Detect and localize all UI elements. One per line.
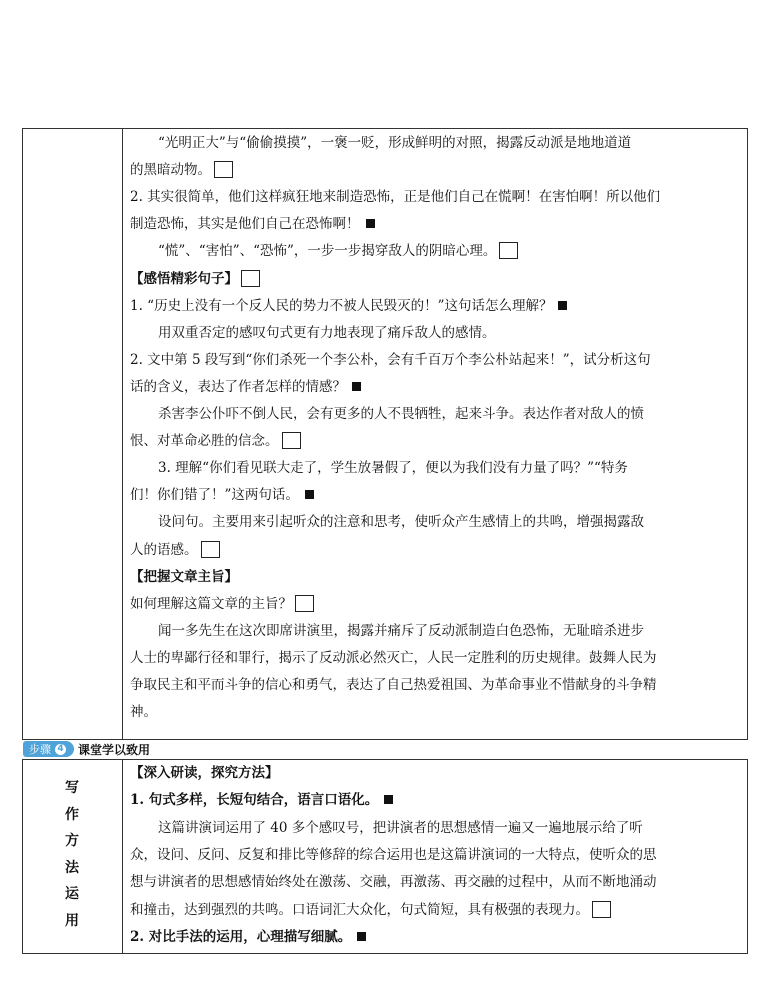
black-square-icon	[384, 795, 393, 804]
side-label-char: 写	[65, 780, 79, 796]
side-label-char: 用	[65, 912, 79, 929]
text-line-content: 争取民主和平而斗争的信心和勇气，表达了自己热爱祖国、为革命事业不惜献身的斗争精	[130, 677, 657, 693]
text-line	[130, 540, 220, 560]
text-line	[130, 763, 279, 783]
table2-left-border	[22, 759, 23, 954]
text-line	[130, 377, 361, 397]
text-line-content: 话的含义，表达了作者怎样的情感？	[130, 378, 346, 395]
text-line	[130, 675, 657, 695]
text-line-content: 2. 对比手法的运用，心理描写细腻。	[130, 928, 352, 945]
step-bar	[23, 741, 150, 757]
text-line	[130, 845, 657, 865]
text-line-content: 制造恐怖，其实是他们自己在恐怖啊！	[130, 216, 360, 233]
table2-divider	[122, 759, 123, 954]
text-line-content: 人的语感。	[130, 541, 198, 558]
text-line-content: 用双重否定的感叹句式更有力地表现了痛斥敌人的感情。	[158, 324, 496, 341]
text-line-content: 恨、对革命必胜的信念。	[130, 433, 279, 450]
text-line-content: 2. 文中第 5 段写到“你们杀死一个李公朴，会有千百万个李公朴站起来！”，试分析这句	[130, 351, 651, 368]
text-line-content: 闻一多先生在这次即席讲演里，揭露并痛斥了反动派制造白色恐怖，无耻暗杀进步	[158, 622, 644, 639]
text-line-content: 想与讲演者的思想感情始终处在激荡、交融，再激荡、再交融的过程中，从而不断地涌动	[130, 874, 657, 891]
text-line	[158, 404, 644, 424]
text-line	[158, 458, 628, 478]
text-line	[158, 621, 644, 641]
text-line	[130, 269, 260, 289]
text-line-content: “慌”、“害怕”、“恐怖”，一步一步揭穿敌人的阴暗心理。	[158, 243, 497, 260]
text-line-content: 【深入研读，探究方法】	[130, 765, 279, 781]
table1-top-border	[22, 128, 748, 129]
text-line-content: 人士的卑鄙行径和罪行，揭示了反动派必然灭亡，人民一定胜利的历史规律。鼓舞人民为	[130, 649, 657, 666]
text-line	[130, 872, 657, 892]
text-line	[130, 214, 375, 234]
answer-box-icon	[201, 541, 220, 558]
answer-box-icon	[295, 595, 314, 612]
text-line	[130, 187, 660, 207]
text-line	[158, 512, 644, 532]
black-square-icon	[357, 932, 366, 941]
text-line-content: 如何理解这篇文章的主旨？	[130, 595, 292, 612]
text-line-content: 的黑暗动物。	[130, 162, 211, 179]
text-line	[158, 818, 643, 838]
step-title: 课堂学以致用	[78, 742, 151, 757]
answer-box-icon	[282, 432, 301, 449]
text-line-content: “光明正大”与“偷偷摸摸”，一褒一贬，形成鲜明的对照，揭露反动派是地地道道	[158, 135, 632, 151]
side-label-char: 法	[65, 859, 79, 876]
side-label-char: 方	[65, 833, 79, 849]
table2-bottom-border	[22, 953, 748, 954]
text-line	[130, 485, 314, 505]
text-line	[130, 431, 301, 451]
text-line	[130, 594, 314, 614]
text-line	[130, 702, 157, 722]
text-line-content: 3. 理解“你们看见联大走了，学生放暑假了，便以为我们没有力量了吗？”“特务	[158, 460, 628, 477]
table2-top-border	[22, 759, 748, 760]
table2-right-border	[747, 759, 748, 954]
text-line	[158, 241, 518, 261]
text-line-content: 这篇讲演词运用了 40 多个感叹号，把讲演者的思想感情一遍又一遍地展示给了听	[158, 819, 643, 836]
text-line	[130, 350, 651, 370]
text-line	[130, 567, 238, 587]
text-line-content: 和撞击，达到强烈的共鸣。口语词汇大众化，句式简短，具有极强的表现力。	[130, 901, 589, 918]
text-line-content: 1. “历史上没有一个反人民的势力不被人民毁灭的！”这句话怎么理解？	[130, 297, 553, 314]
text-line	[130, 790, 393, 810]
text-line-content: 神。	[130, 704, 157, 721]
black-square-icon	[352, 382, 361, 391]
step-badge-label: 步骤	[29, 743, 51, 756]
text-line-content: 众，设问、反问、反复和排比等修辞的综合运用也是这篇讲演词的一大特点，使听众的思	[130, 846, 657, 863]
answer-box-icon	[499, 242, 518, 259]
table1-left-border	[22, 128, 23, 740]
text-line-content: 2. 其实很简单，他们这样疯狂地来制造恐怖，正是他们自己在慌啊！在害怕啊！所以他们	[130, 189, 661, 206]
text-line-content: 设问句。主要用来引起听众的注意和思考，使听众产生感情上的共鸣，增强揭露敌	[158, 514, 644, 531]
text-line	[130, 927, 366, 947]
text-line	[130, 160, 233, 180]
text-line-content: 们！你们错了！”这两句话。	[130, 487, 299, 504]
text-line	[130, 648, 657, 668]
text-line	[130, 296, 567, 316]
step-number: 4	[55, 744, 66, 755]
text-line-content: 【把握文章主旨】	[130, 568, 238, 585]
answer-box-icon	[214, 161, 233, 178]
answer-box-icon	[592, 901, 611, 918]
table1-divider	[122, 128, 123, 740]
side-label-char: 作	[65, 806, 79, 823]
text-line-content: 杀害李公仆吓不倒人民，会有更多的人不畏牺牲，起来斗争。表达作者对敌人的愤	[158, 406, 644, 422]
text-line	[158, 133, 631, 153]
text-line	[130, 900, 611, 920]
text-line	[158, 323, 496, 343]
side-label-char: 运	[65, 886, 79, 902]
table1-right-border	[747, 128, 748, 740]
text-line-content: 【感悟精彩句子】	[130, 270, 238, 287]
black-square-icon	[305, 490, 314, 499]
step-badge	[23, 741, 74, 757]
text-line-content: 1. 句式多样，长短句结合，语言口语化。	[130, 792, 379, 809]
answer-box-icon	[241, 270, 260, 287]
black-square-icon	[366, 219, 375, 228]
black-square-icon	[558, 301, 567, 310]
